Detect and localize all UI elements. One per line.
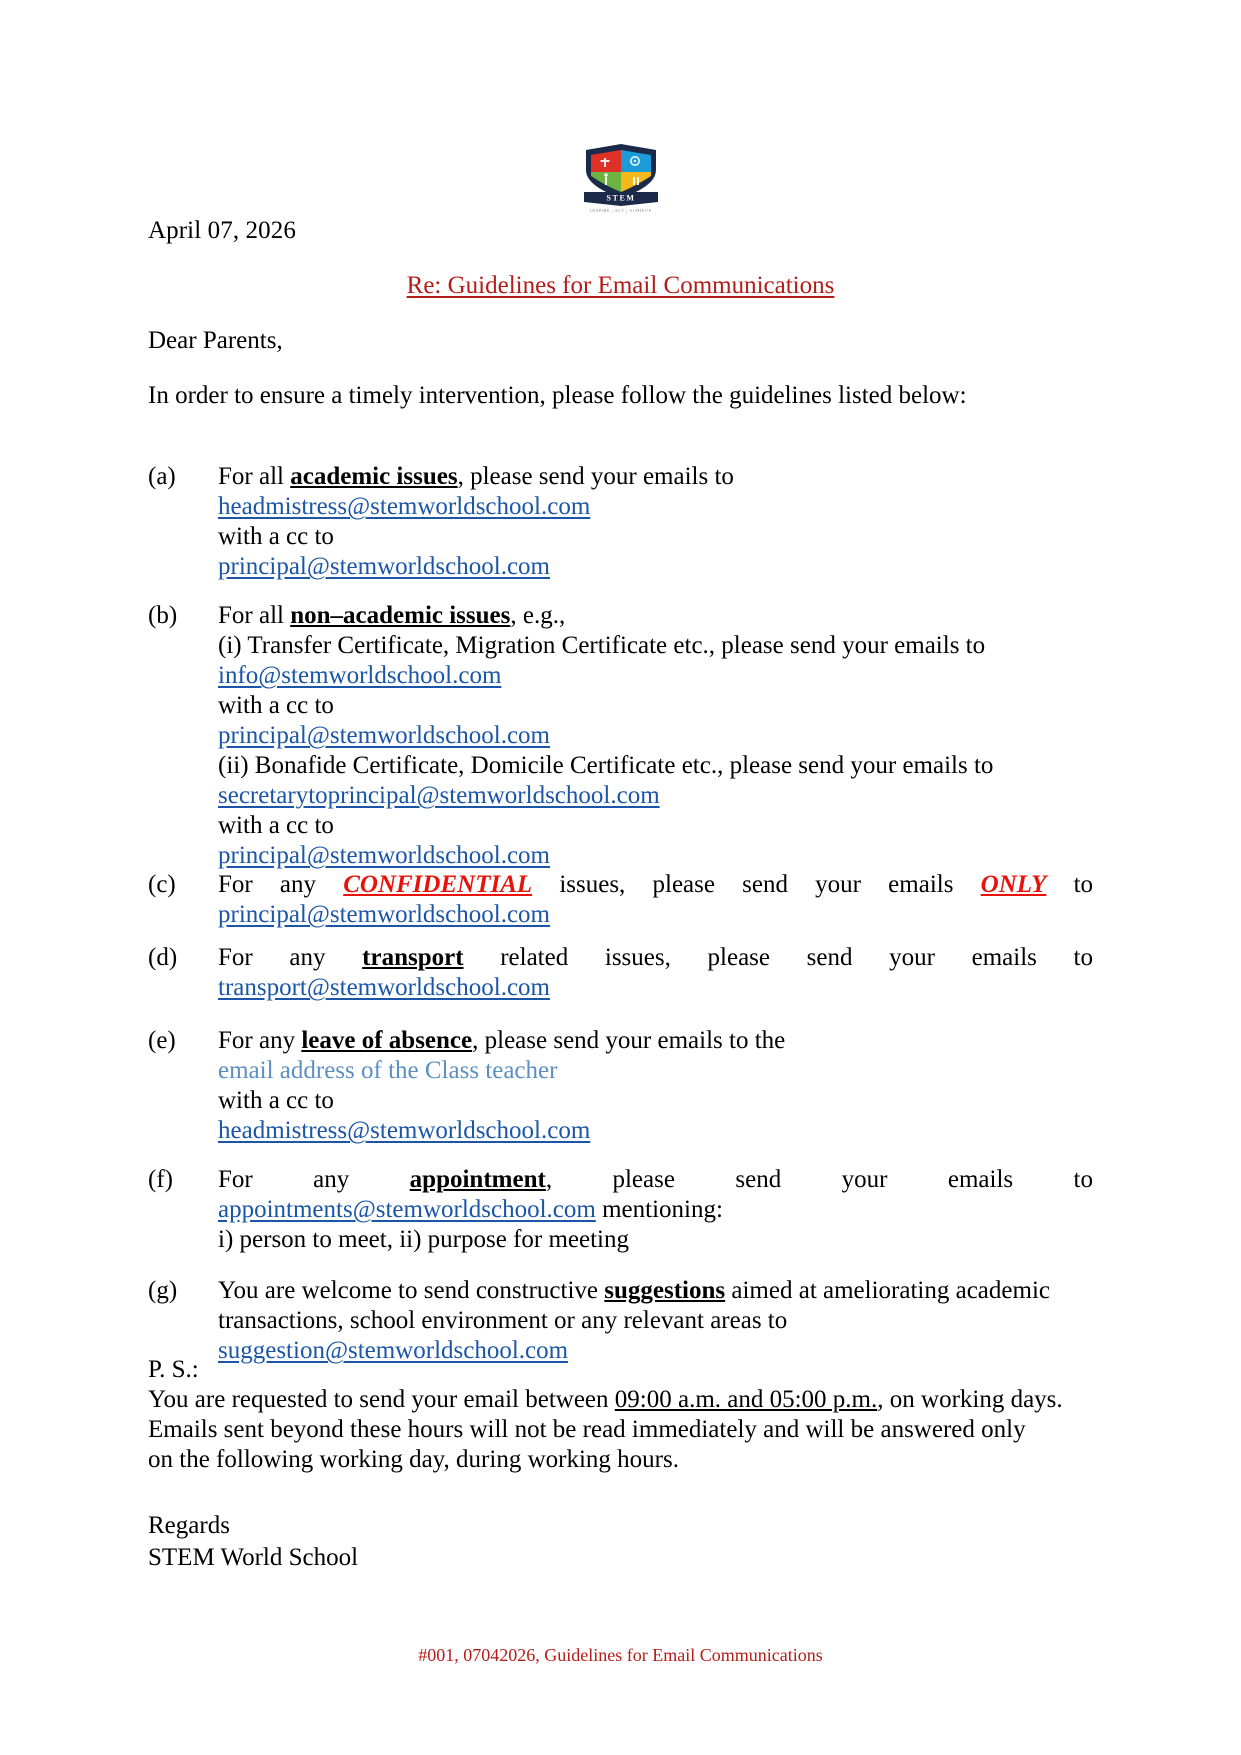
- item-f-pre: For any: [218, 1166, 410, 1193]
- item-body-b: [218, 603, 1093, 868]
- item-g-pre: You are welcome to send constructive: [218, 1277, 605, 1304]
- item-marker-e: (e): [148, 1027, 176, 1054]
- item-b-post: , e.g.,: [510, 602, 566, 629]
- intro-paragraph: In order to ensure a timely intervention, please follow the guidelines listed below:: [148, 382, 967, 409]
- email-link[interactable]: headmistress@stemworldschool.com: [218, 1117, 591, 1144]
- item-b-cc-label-ii: with a cc to: [218, 812, 334, 839]
- item-f-email-line[interactable]: [218, 1197, 1093, 1222]
- class-teacher-email-placeholder: email address of the Class teacher: [218, 1057, 558, 1084]
- item-a-keyword: academic issues: [290, 463, 458, 490]
- item-d-post: related issues, please send your emails to: [463, 944, 1093, 971]
- item-b-sub-i: (i) Transfer Certificate, Migration Certificate etc., please send your emails to: [218, 632, 986, 659]
- email-link[interactable]: secretarytoprincipal@stemworldschool.com: [218, 782, 660, 809]
- item-e-placeholder: [218, 1058, 1093, 1083]
- item-a-post: , please send your emails to: [457, 463, 734, 490]
- item-c-post: to: [1046, 871, 1094, 898]
- item-marker-b: (b): [148, 602, 178, 629]
- item-b-sub-ii: (ii) Bonafide Certificate, Domicile Certificate etc., please send your emails to: [218, 752, 994, 779]
- item-b-cc-label-i: with a cc to: [218, 692, 334, 719]
- item-c-line1: [218, 872, 1093, 897]
- item-f-keyword: appointment: [409, 1166, 546, 1193]
- postscript-block: [148, 1357, 1093, 1477]
- item-e-email[interactable]: [218, 1118, 1093, 1143]
- item-g-keyword: suggestions: [604, 1277, 726, 1304]
- guideline-item-b: [148, 603, 1093, 873]
- item-e-post: , please send your emails to the: [472, 1027, 786, 1054]
- ps-line1-pre: You are requested to send your email between: [148, 1386, 615, 1413]
- ps-line1-post: , on working days.: [877, 1386, 1063, 1413]
- guideline-item-e: [148, 1028, 1093, 1148]
- item-a-email-1[interactable]: [218, 494, 1093, 519]
- salutation: Dear Parents,: [148, 327, 283, 354]
- email-link[interactable]: principal@stemworldschool.com: [218, 553, 550, 580]
- signature-school-name: STEM World School: [148, 1544, 359, 1571]
- item-g-line1: [218, 1278, 1093, 1303]
- item-d-email[interactable]: [218, 975, 1093, 1000]
- guideline-item-c: [148, 872, 1093, 932]
- ps-label: P. S.:: [148, 1356, 199, 1383]
- signature-regards: Regards: [148, 1512, 230, 1539]
- item-c-pre: For any: [218, 871, 344, 898]
- item-marker-g: (g): [148, 1277, 178, 1304]
- item-a-pre: For all: [218, 463, 291, 490]
- item-f-mentioning: mentioning:: [595, 1196, 723, 1223]
- item-body-g: [218, 1278, 1093, 1363]
- page-footer: #001, 07042026, Guidelines for Email Communications: [418, 1645, 823, 1665]
- item-d-keyword: transport: [362, 944, 464, 971]
- item-g-line2: transactions, school environment or any relevant areas to: [218, 1307, 788, 1334]
- item-e-pre: For any: [218, 1027, 302, 1054]
- email-link[interactable]: info@stemworldschool.com: [218, 662, 502, 689]
- signature-block: [148, 1513, 1093, 1577]
- item-d-pre: For any: [218, 944, 363, 971]
- item-body-d: [218, 945, 1093, 1000]
- item-e-keyword: leave of absence: [301, 1027, 473, 1054]
- item-b-email-ii-cc[interactable]: [218, 843, 1093, 868]
- subject-text: Re: Guidelines for Email Communications: [406, 272, 835, 299]
- guideline-item-d: [148, 945, 1093, 1005]
- email-link[interactable]: principal@stemworldschool.com: [218, 842, 550, 869]
- item-c-emphasis-confidential: CONFIDENTIAL: [343, 871, 533, 898]
- item-b-keyword: non–academic issues: [290, 602, 511, 629]
- item-a-line1: [218, 464, 1093, 489]
- letter-date: April 07, 2026: [148, 217, 296, 244]
- email-link[interactable]: principal@stemworldschool.com: [218, 722, 550, 749]
- email-link[interactable]: suggestion@stemworldschool.com: [218, 1337, 569, 1364]
- item-body-e: [218, 1028, 1093, 1143]
- letter-subject-line: [148, 272, 1093, 300]
- item-c-mid: issues, please send your emails: [532, 871, 981, 898]
- ps-line-2: Emails sent beyond these hours will not be read immediately and will be answered only: [148, 1416, 1026, 1443]
- item-b-email-ii[interactable]: [218, 783, 1093, 808]
- item-marker-a: (a): [148, 463, 176, 490]
- item-b-email-i[interactable]: [218, 663, 1093, 688]
- item-a-email-2[interactable]: [218, 554, 1093, 579]
- email-link[interactable]: transport@stemworldschool.com: [218, 974, 550, 1001]
- item-f-line1: [218, 1167, 1093, 1192]
- item-b-line1: [218, 603, 1093, 628]
- guideline-item-f: [148, 1167, 1093, 1257]
- item-e-cc-label: with a cc to: [218, 1087, 334, 1114]
- item-f-detail: i) person to meet, ii) purpose for meeting: [218, 1226, 629, 1253]
- email-link[interactable]: headmistress@stemworldschool.com: [218, 493, 591, 520]
- ps-line-1: [148, 1387, 1093, 1412]
- item-g-post: aimed at ameliorating academic: [725, 1277, 1050, 1304]
- item-b-pre: For all: [218, 602, 291, 629]
- item-marker-f: (f): [148, 1166, 173, 1193]
- item-a-cc-label: with a cc to: [218, 523, 334, 550]
- item-body-f: [218, 1167, 1093, 1252]
- svg-text:INSPIRE | ACT | ACHIEVE: INSPIRE | ACT | ACHIEVE: [589, 208, 652, 213]
- item-f-post: , please send your emails to: [545, 1166, 1093, 1193]
- email-link[interactable]: principal@stemworldschool.com: [218, 901, 550, 928]
- guideline-item-a: [148, 464, 1093, 584]
- item-marker-c: (c): [148, 871, 176, 898]
- item-b-email-i-cc[interactable]: [218, 723, 1093, 748]
- guideline-item-g: [148, 1278, 1093, 1368]
- stem-world-school-shield-logo: [578, 140, 664, 214]
- item-d-line1: [218, 945, 1093, 970]
- item-e-line1: [218, 1028, 1093, 1053]
- ps-working-hours: 09:00 a.m. and 05:00 p.m.: [614, 1386, 878, 1413]
- item-c-email[interactable]: [218, 902, 1093, 927]
- svg-text:STEM: STEM: [605, 193, 636, 203]
- item-marker-d: (d): [148, 944, 178, 971]
- ps-line-3: on the following working day, during working hours.: [148, 1446, 679, 1473]
- email-link[interactable]: appointments@stemworldschool.com: [218, 1196, 596, 1223]
- item-body-c: [218, 872, 1093, 927]
- school-logo-header: [148, 0, 1093, 213]
- item-c-emphasis-only: ONLY: [980, 871, 1047, 898]
- item-body-a: [218, 464, 1093, 579]
